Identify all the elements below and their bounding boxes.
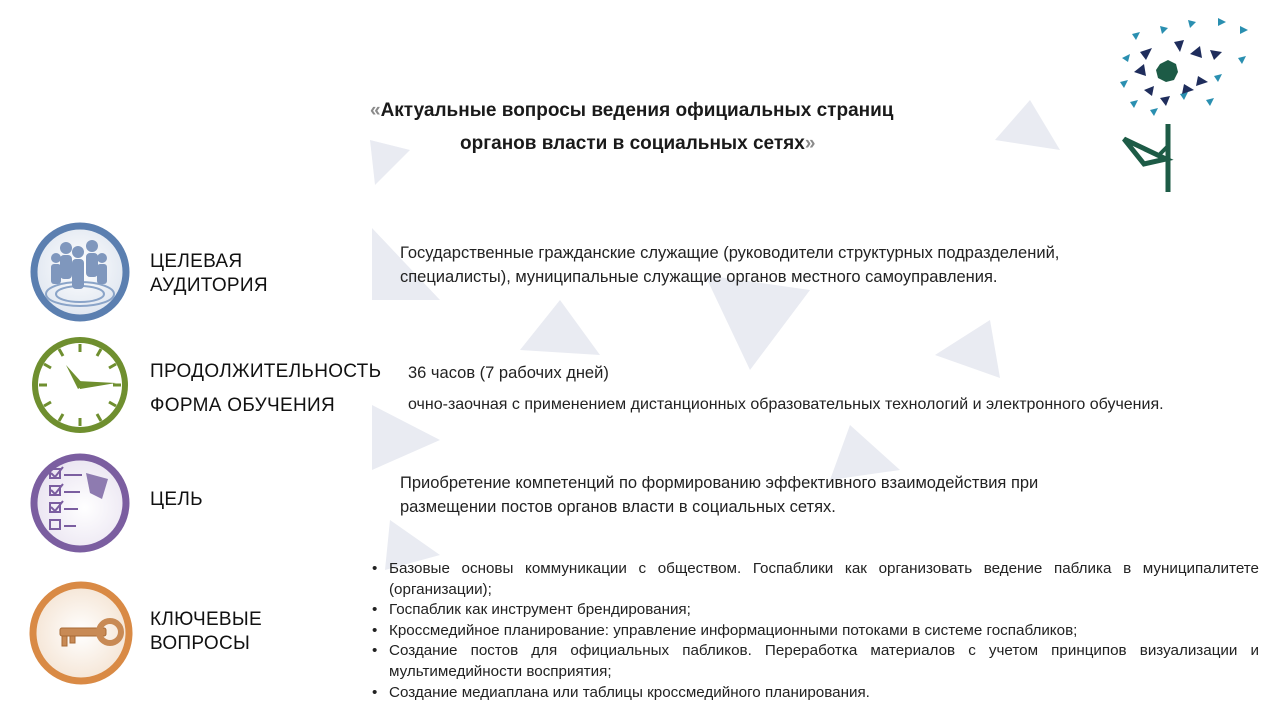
goal-text-line-1: Приобретение компетенций по формированию эффективного взаимодействия при: [400, 474, 1039, 492]
title-open-quote: «: [370, 100, 381, 121]
key-questions-list: [372, 559, 1259, 703]
label-audience-line-1: ЦЕЛЕВАЯ: [150, 251, 243, 272]
label-audience-line-2: АУДИТОРИЯ: [150, 275, 268, 296]
form-text: очно-заочная с применением дистанционных образовательных технологий и электронного обучения.: [408, 396, 1164, 413]
goal-text-line-2: размещении постов органов власти в социальных сетях.: [400, 498, 836, 516]
title-close-quote: »: [804, 133, 816, 154]
people-target-icon: [30, 222, 130, 322]
list-item: • Госпаблик как инструмент брендирования;: [372, 600, 1259, 621]
list-item: • Базовые основы коммуникации с обществом. Госпаблики как организовать ведение паблика в муниципалитете (организации);: [372, 559, 1259, 600]
label-form: ФОРМА ОБУЧЕНИЯ: [150, 395, 335, 416]
goal-text: [400, 471, 1038, 519]
page-title: [370, 94, 970, 160]
label-goal: ЦЕЛЬ: [150, 489, 203, 510]
title-line-2: органов власти в социальных сетях: [460, 133, 805, 154]
audience-text: [400, 241, 1059, 289]
audience-text-line-1: Государственные гражданские служащие (руководители структурных подразделений,: [400, 244, 1060, 262]
title-line-1: Актуальные вопросы ведения официальных страниц: [380, 100, 894, 121]
list-item: • Создание постов для официальных пабликов. Переработка материалов с учетом принципов визуализации и мультимедийности восприятия;: [372, 641, 1259, 682]
audience-text-line-2: специалисты), муниципальные служащие органов местного самоуправления.: [400, 268, 998, 286]
clock-icon: [30, 335, 130, 435]
key-icon: [28, 580, 134, 686]
checklist-icon: [30, 453, 130, 553]
list-item: • Кроссмедийное планирование: управление информационными потоками в системе госпабликов;: [372, 621, 1259, 642]
label-duration: ПРОДОЛЖИТЕЛЬНОСТЬ: [150, 361, 382, 382]
label-key-questions-line-1: КЛЮЧЕВЫЕ: [150, 609, 263, 630]
label-key-questions-line-2: ВОПРОСЫ: [150, 633, 251, 654]
duration-text: 36 часов (7 рабочих дней): [408, 364, 609, 382]
label-audience: [150, 250, 268, 298]
flower-logo-icon: [1110, 14, 1260, 194]
label-key-questions: [150, 608, 262, 656]
list-item: • Создание медиаплана или таблицы кроссмедийного планирования.: [372, 683, 1259, 704]
